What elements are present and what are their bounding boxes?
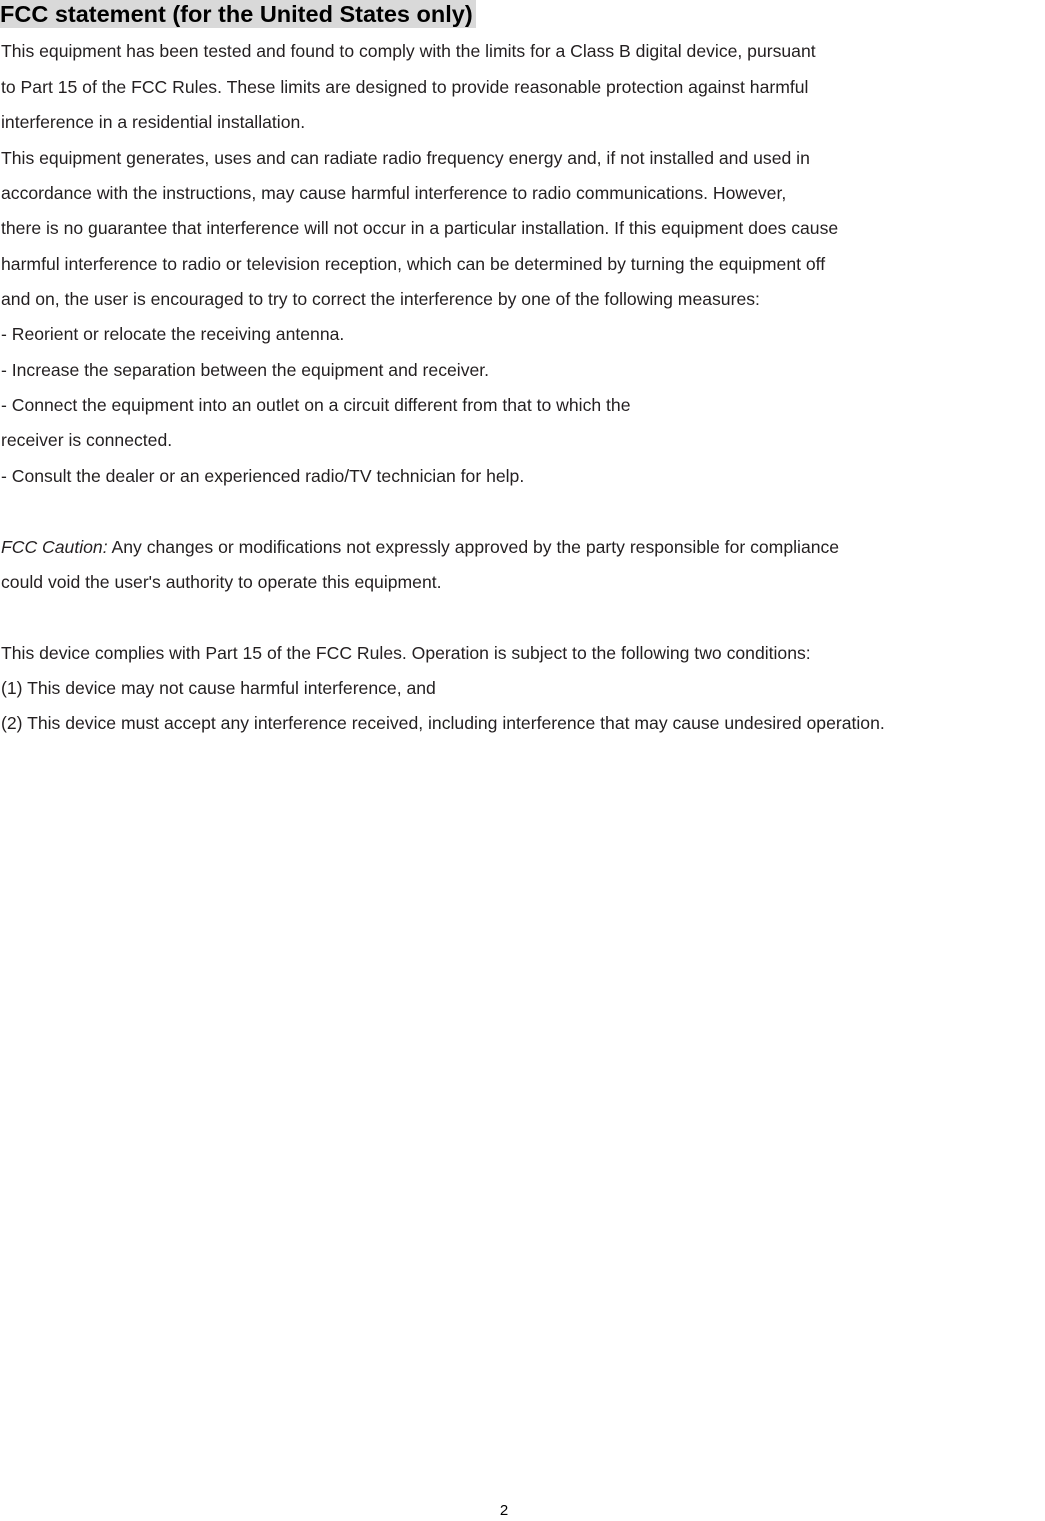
condition-item: (1) This device may not cause harmful interference, and (1, 678, 436, 698)
text-line: This equipment generates, uses and can radiate radio frequency energy and, if not installed and used in (1, 148, 810, 168)
compliance-line: This device complies with Part 15 of the FCC Rules. Operation is subject to the following two conditions: (1, 643, 811, 663)
text-line: interference in a residential installation. (1, 112, 306, 132)
text-line: harmful interference to radio or television reception, which can be determined by turning the equipment off (1, 254, 826, 274)
measure-item: - Increase the separation between the equipment and receiver. (1, 360, 490, 380)
text-line: accordance with the instructions, may cause harmful interference to radio communications. However, (1, 183, 787, 203)
section-heading: FCC statement (for the United States only) (0, 0, 476, 28)
text-line: there is no guarantee that interference will not occur in a particular installation. If this equipment does cause (1, 218, 839, 238)
page-number: 2 (499, 1502, 509, 1519)
measure-item: - Consult the dealer or an experienced radio/TV technician for help. (1, 466, 525, 486)
measure-item: receiver is connected. (1, 430, 173, 450)
caution-text: Any changes or modifications not expressly approved by the party responsible for compliance (107, 537, 840, 557)
measure-item: - Reorient or relocate the receiving antenna. (1, 324, 345, 344)
text-line: to Part 15 of the FCC Rules. These limits are designed to provide reasonable protection against harmful (1, 77, 809, 97)
caution-line: could void the user's authority to operate this equipment. (1, 572, 442, 592)
text-line: and on, the user is encouraged to try to correct the interference by one of the following measures: (1, 289, 760, 309)
text-line: This equipment has been tested and found to comply with the limits for a Class B digital device, pursuant (1, 41, 816, 61)
caution-line (1, 536, 839, 558)
condition-item: (2) This device must accept any interference received, including interference that may cause undesired operation. (1, 713, 885, 733)
caution-label: FCC Caution: (1, 537, 108, 557)
measure-item: - Connect the equipment into an outlet on a circuit different from that to which the (1, 395, 631, 415)
